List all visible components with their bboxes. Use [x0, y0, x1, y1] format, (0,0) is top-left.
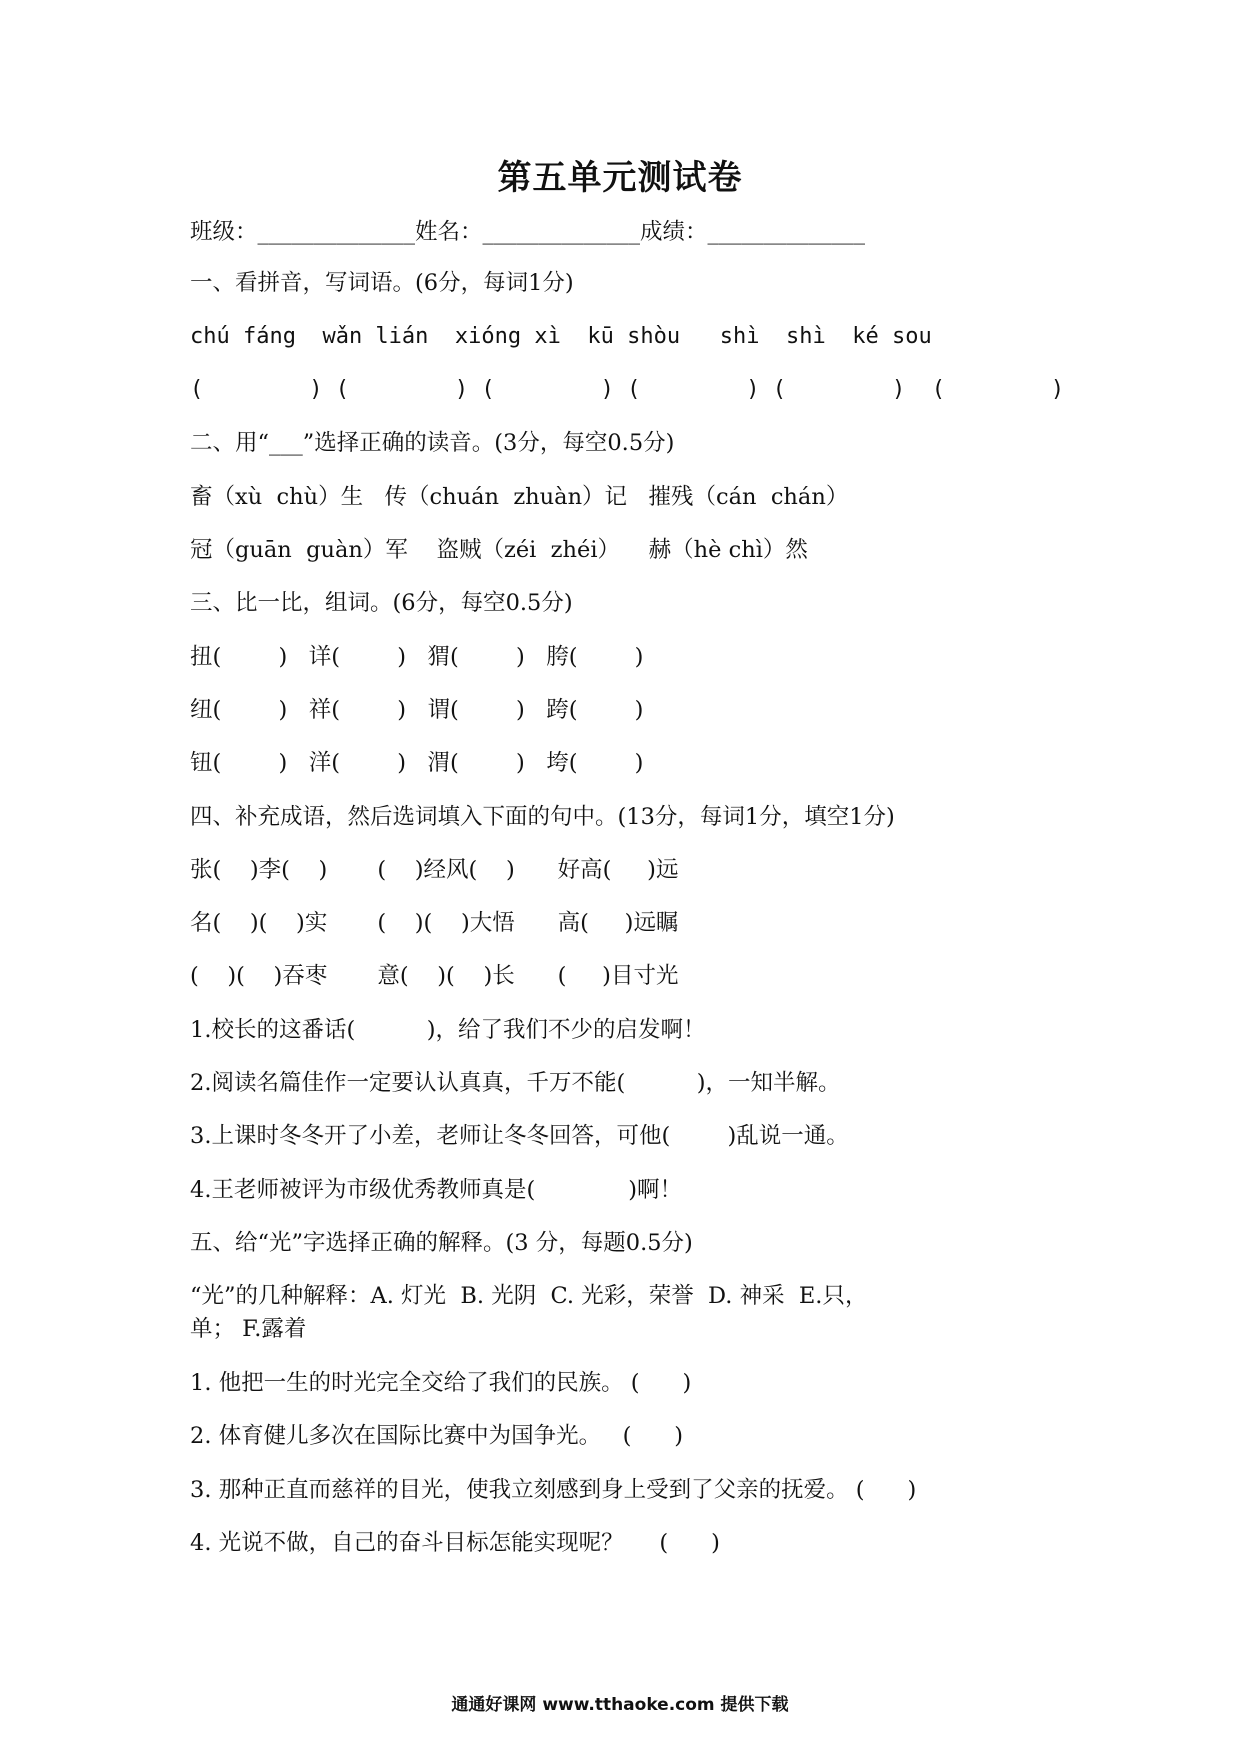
section-4-row-1: 张( )李( ) ( )经风( ) 好高( )远 — [190, 857, 679, 883]
section-3-heading: 三、比一比，组词。(6分，每空0.5分) — [190, 590, 573, 616]
section-5-question-2: 2. 体育健儿多次在国际比赛中为国争光。 ( ) — [190, 1423, 684, 1449]
section-4-heading: 四、补充成语，然后选词填入下面的句中。(13分，每词1分，填空1分) — [190, 804, 895, 830]
section-2-row-1: 畜（xù chù）生 传（chuán zhuàn）记 摧残（cán chán） — [190, 484, 849, 510]
section-1-pinyin: chú fáng wǎn lián xióng xì kū shòu shì shì ké sou — [190, 324, 932, 349]
section-4-question-1: 1.校长的这番话( )，给了我们不少的启发啊！ — [190, 1017, 706, 1043]
section-5-question-3: 3. 那种正直而慈祥的目光，使我立刻感到身上受到了父亲的抚爱。 ( ) — [190, 1477, 917, 1503]
section-4-row-3: ( )( )吞枣 意( )( )长 ( )目寸光 — [190, 963, 679, 989]
section-5-question-4: 4. 光说不做，自己的奋斗目标怎能实现呢？ ( ) — [190, 1530, 720, 1556]
student-info-line: 班级：______________姓名：______________成绩：______________ — [190, 219, 866, 245]
section-4-question-3: 3.上课时冬冬开了小差，老师让冬冬回答，可他( )乱说一通。 — [190, 1123, 849, 1149]
section-3-row-2: 纽( ) 祥( ) 谓( ) 跨( ) — [190, 697, 644, 723]
section-4-question-4: 4.王老师被评为市级优秀教师真是( )啊！ — [190, 1177, 683, 1203]
section-4-row-2: 名( )( )实 ( )( )大悟 高( )远瞩 — [190, 910, 679, 936]
section-5-question-1: 1. 他把一生的时光完全交给了我们的民族。 ( ) — [190, 1370, 692, 1396]
section-3-row-3: 钮( ) 洋( ) 渭( ) 垮( ) — [190, 750, 644, 776]
section-4-question-2: 2.阅读名篇佳作一定要认认真真，千万不能( )，一知半解。 — [190, 1070, 841, 1096]
footer-source: 通通好课网 www.tthaoke.com 提供下载 — [451, 1695, 789, 1715]
section-1-blanks: ( ) ( ) ( ) ( ) ( ) ( ) — [190, 377, 1065, 402]
section-2-heading: 二、用“___”选择正确的读音。(3分，每空0.5分) — [190, 430, 675, 456]
section-3-row-1: 扭( ) 详( ) 猬( ) 胯( ) — [190, 644, 644, 670]
section-5-definitions-2: 单； F.露着 — [190, 1316, 307, 1342]
section-5-definitions-1: “光”的几种解释：A. 灯光 B. 光阴 C. 光彩，荣誉 D. 神采 E.只， — [190, 1283, 868, 1309]
section-5-heading: 五、给“光”字选择正确的解释。(3 分，每题0.5分) — [190, 1230, 693, 1256]
page-title: 第五单元测试卷 — [497, 158, 743, 198]
section-2-row-2: 冠（guān guàn）军 盗贼（zéi zhéi） 赫（hè chì）然 — [190, 537, 808, 563]
section-1-heading: 一、看拼音，写词语。(6分，每词1分) — [190, 270, 574, 296]
